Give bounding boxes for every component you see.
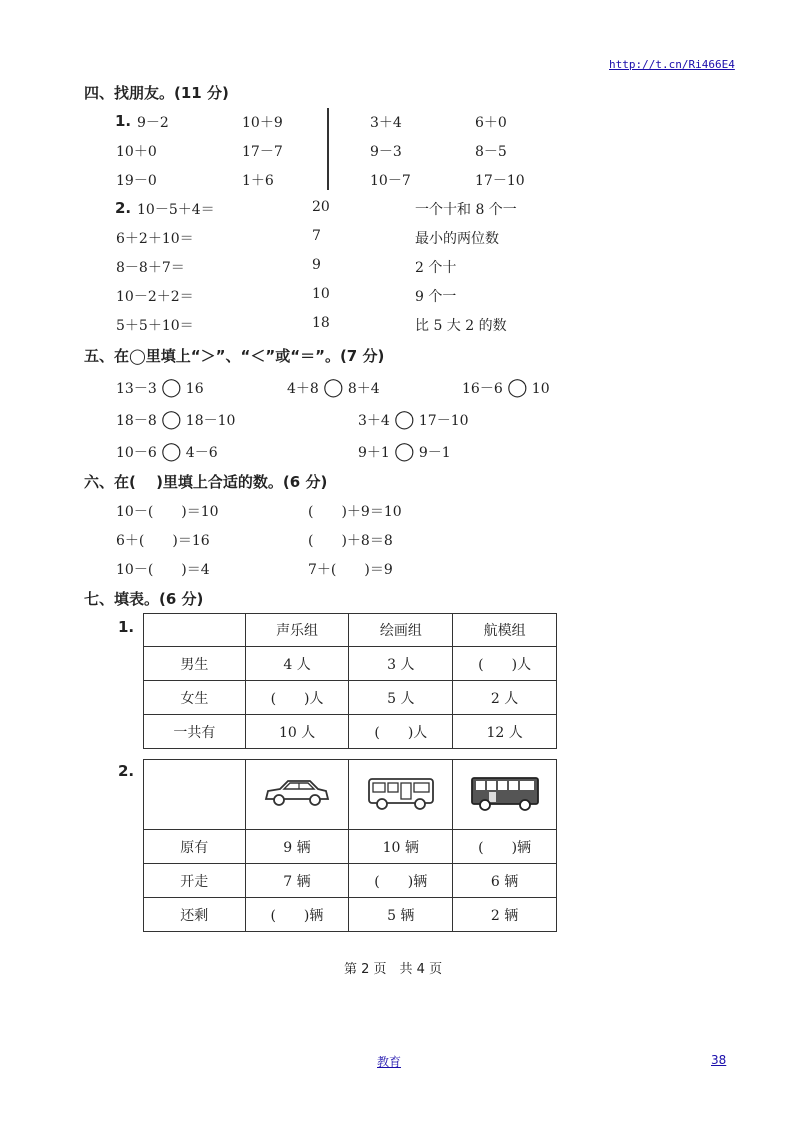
table-cell: 2 辆 <box>453 898 557 932</box>
page-info: 第 2 页 共 4 页 <box>344 962 443 977</box>
table-cell[interactable]: ( )人 <box>245 681 349 715</box>
answer-circle-icon[interactable]: ◯ <box>161 441 182 462</box>
table-cell[interactable]: ( )人 <box>453 647 557 681</box>
table-cell: 12 人 <box>453 715 557 749</box>
table-row <box>144 898 557 932</box>
value: 20 <box>312 199 330 215</box>
value: 7 <box>312 228 321 244</box>
answer-circle-icon[interactable]: ◯ <box>394 441 415 462</box>
table-1-number: 1. <box>118 618 135 636</box>
table-header-row <box>144 760 557 830</box>
header-cell <box>144 760 246 830</box>
right-expr: 4－6 <box>185 445 218 461</box>
fill-blank[interactable]: ( )＋9＝10 <box>308 504 402 520</box>
description: 一个十和 8 个一 <box>415 202 517 218</box>
left-expr: 10－6 <box>116 445 157 461</box>
expr: 3＋4 <box>370 115 402 131</box>
expr: 9－2 <box>137 115 169 131</box>
right-expr: 18－10 <box>185 413 236 429</box>
table-cell: 10 辆 <box>349 830 453 864</box>
table-cell: 2 人 <box>453 681 557 715</box>
section-5-title: 五、在◯里填上“＞”、“＜”或“＝”。(7 分) <box>84 347 385 365</box>
header-cell: 航模组 <box>453 614 557 647</box>
description: 最小的两位数 <box>415 231 499 247</box>
description: 9 个一 <box>415 289 457 305</box>
right-expr: 17－10 <box>418 413 469 429</box>
header-cell <box>245 760 349 830</box>
right-expr: 9－1 <box>418 445 451 461</box>
vehicle-table <box>143 759 557 932</box>
expr: 10－2＋2＝ <box>116 289 194 305</box>
header-cell <box>144 614 246 647</box>
left-expr: 4＋8 <box>287 381 319 397</box>
answer-circle-icon[interactable]: ◯ <box>323 377 344 398</box>
header-cell <box>453 760 557 830</box>
expr: 6＋2＋10＝ <box>116 231 194 247</box>
right-expr: 16 <box>185 381 204 397</box>
header-cell: 声乐组 <box>245 614 349 647</box>
expr: 5＋5＋10＝ <box>116 318 194 334</box>
table-cell: 7 辆 <box>245 864 349 898</box>
description: 2 个十 <box>415 260 457 276</box>
answer-circle-icon[interactable]: ◯ <box>161 409 182 430</box>
compare-item <box>287 377 380 398</box>
expr: 9－3 <box>370 144 402 160</box>
footer-page-number[interactable]: 38 <box>711 1053 727 1067</box>
table-cell[interactable]: ( )人 <box>349 715 453 749</box>
expr: 10＋0 <box>116 144 157 160</box>
left-expr: 9＋1 <box>358 445 390 461</box>
fill-blank[interactable]: ( )＋8＝8 <box>308 533 393 549</box>
group-table <box>143 613 557 749</box>
row-label: 还剩 <box>144 898 246 932</box>
expr: 1＋6 <box>242 173 274 189</box>
compare-item <box>116 441 218 462</box>
table-row <box>144 830 557 864</box>
q1-number: 1. <box>115 112 132 130</box>
table-row <box>144 647 557 681</box>
expr: 10＋9 <box>242 115 283 131</box>
q2-number: 2. <box>115 199 132 217</box>
answer-circle-icon[interactable]: ◯ <box>161 377 182 398</box>
compare-item <box>116 409 235 430</box>
section-4-title: 四、找朋友。(11 分) <box>84 84 229 102</box>
table-row <box>144 715 557 749</box>
table-cell: 9 辆 <box>245 830 349 864</box>
row-label: 男生 <box>144 647 246 681</box>
fill-blank[interactable]: 6＋( )＝16 <box>116 533 210 549</box>
row-label: 开走 <box>144 864 246 898</box>
fill-blank[interactable]: 10－( )＝4 <box>116 562 210 578</box>
left-expr: 18－8 <box>116 413 157 429</box>
header-cell <box>349 760 453 830</box>
header-cell: 绘画组 <box>349 614 453 647</box>
bus-icon <box>469 801 541 817</box>
table-cell[interactable]: ( )辆 <box>349 864 453 898</box>
left-expr: 3＋4 <box>358 413 390 429</box>
compare-item <box>116 377 204 398</box>
compare-item <box>358 441 451 462</box>
table-cell[interactable]: ( )辆 <box>453 830 557 864</box>
row-label: 女生 <box>144 681 246 715</box>
table-row <box>144 864 557 898</box>
left-expr: 13－3 <box>116 381 157 397</box>
right-expr: 8＋4 <box>347 381 380 397</box>
value: 9 <box>312 257 321 273</box>
table-cell: 5 辆 <box>349 898 453 932</box>
description: 比 5 大 2 的数 <box>415 318 507 334</box>
value: 10 <box>312 286 330 302</box>
row-label: 原有 <box>144 830 246 864</box>
section-7-title: 七、填表。(6 分) <box>84 590 204 608</box>
car-icon <box>262 799 332 815</box>
table-cell: 6 辆 <box>453 864 557 898</box>
expr: 19－0 <box>116 173 157 189</box>
expr: 6＋0 <box>475 115 507 131</box>
answer-circle-icon[interactable]: ◯ <box>394 409 415 430</box>
expr: 10－7 <box>370 173 411 189</box>
table-2-number: 2. <box>118 762 135 780</box>
expr: 17－7 <box>242 144 283 160</box>
table-cell: 10 人 <box>245 715 349 749</box>
section-6-title: 六、在( )里填上合适的数。(6 分) <box>84 473 328 491</box>
expr: 8－8＋7＝ <box>116 260 185 276</box>
fill-blank[interactable]: 7＋( )＝9 <box>308 562 393 578</box>
fill-blank[interactable]: 10－( )＝10 <box>116 504 219 520</box>
table-row <box>144 681 557 715</box>
source-link[interactable]: http://t.cn/Ri466E4 <box>609 58 735 71</box>
divider-line <box>327 108 329 190</box>
footer-link[interactable]: 教育 <box>377 1055 402 1069</box>
table-cell: 4 人 <box>245 647 349 681</box>
left-expr: 16－6 <box>462 381 503 397</box>
van-icon <box>365 801 437 817</box>
expr: 10－5＋4＝ <box>137 202 215 218</box>
compare-item <box>358 409 469 430</box>
expr: 17－10 <box>475 173 525 189</box>
expr: 8－5 <box>475 144 507 160</box>
table-cell: 3 人 <box>349 647 453 681</box>
table-header-row <box>144 614 557 647</box>
value: 18 <box>312 315 330 331</box>
answer-circle-icon[interactable]: ◯ <box>507 377 528 398</box>
table-cell[interactable]: ( )辆 <box>245 898 349 932</box>
right-expr: 10 <box>531 381 550 397</box>
table-cell: 5 人 <box>349 681 453 715</box>
compare-item <box>462 377 550 398</box>
row-label: 一共有 <box>144 715 246 749</box>
